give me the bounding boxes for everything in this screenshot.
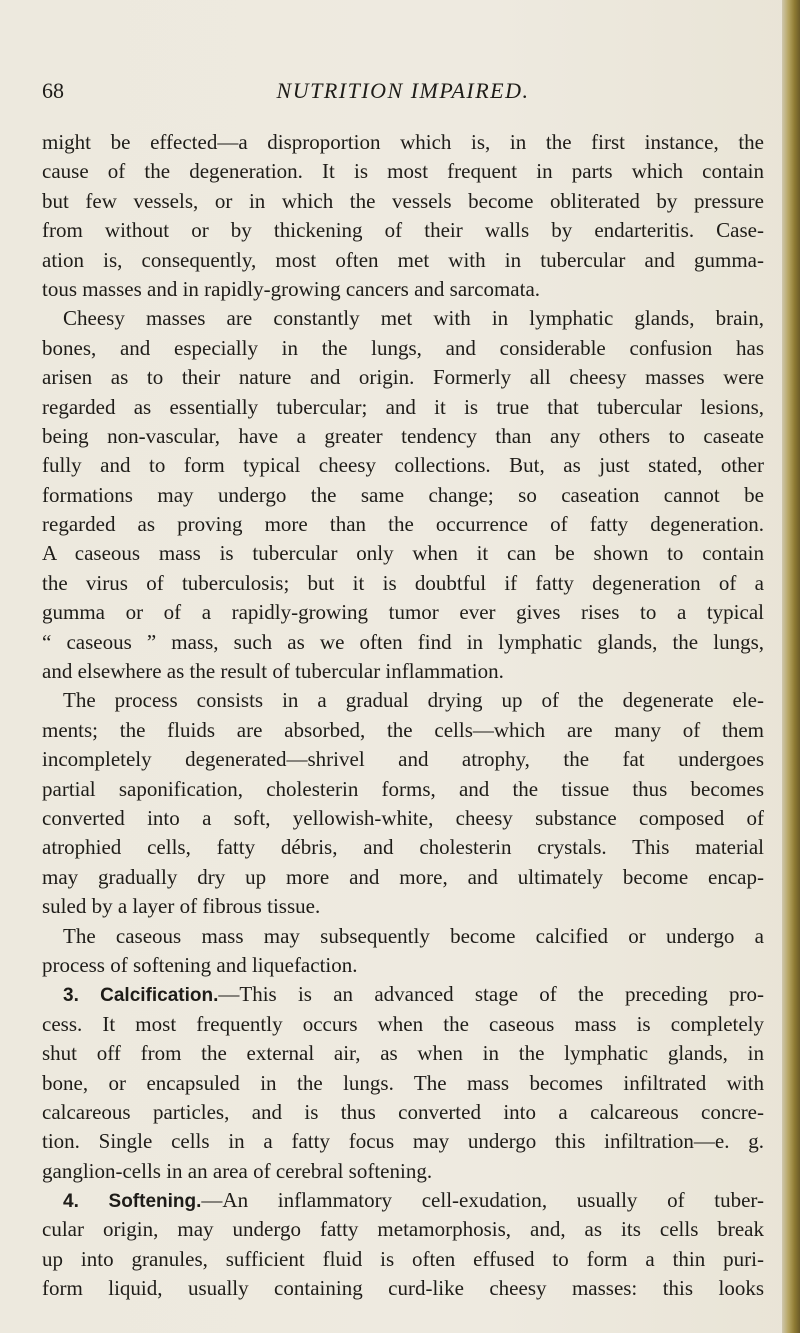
text-line: incompletely degenerated—shrivel and atrophy, the fat undergoes	[42, 747, 764, 772]
text-line: bone, or encapsuled in the lungs. The mass becomes infiltrated with	[42, 1070, 764, 1095]
text-line: cular origin, may undergo fatty metamorphosis, and, as its cells break	[42, 1217, 764, 1242]
text-line: shut off from the external air, as when in the lymphatic glands, in	[42, 1041, 764, 1066]
text-line: cause of the degeneration. It is most frequent in parts which contain	[42, 159, 764, 184]
text-line: ation is, consequently, most often met with in tubercular and gumma-	[42, 247, 764, 272]
text-line: from without or by thickening of their walls by endarteritis. Case-	[42, 218, 764, 243]
text-line: may gradually dry up more and more, and ultimately become encap-	[42, 864, 764, 889]
text-line: being non-vascular, have a greater tendency than any others to caseate	[42, 423, 764, 448]
text-line: suled by a layer of fibrous tissue.	[42, 894, 321, 919]
text-line: form liquid, usually containing curd-like cheesy masses: this looks	[42, 1276, 764, 1301]
text-line: The process consists in a gradual drying up of the degenerate ele-	[63, 688, 764, 713]
text-line: the virus of tuberculosis; but it is doubtful if fatty degeneration of a	[42, 570, 764, 595]
text-line: The caseous mass may subsequently become calcified or undergo a	[63, 923, 764, 948]
text-line: formations may undergo the same change; so caseation cannot be	[42, 482, 764, 507]
text-line: and elsewhere as the result of tubercular inflammation.	[42, 659, 504, 684]
text-line: fully and to form typical cheesy collections. But, as just stated, other	[42, 453, 764, 478]
text-line: regarded as proving more than the occurrence of fatty degeneration.	[42, 512, 764, 537]
section-text: Calcification.—This is an advanced stage of the preceding pro-	[100, 982, 764, 1007]
text-line: converted into a soft, yellowish-white, cheesy substance composed of	[42, 805, 764, 830]
text-line: gumma or of a rapidly-growing tumor ever gives rises to a typical	[42, 600, 764, 625]
text-line: Cheesy masses are constantly met with in lymphatic glands, brain,	[63, 306, 764, 331]
text-line: partial saponification, cholesterin forms, and the tissue thus becomes	[42, 776, 764, 801]
text-line: “ caseous ” mass, such as we often find in lymphatic glands, the lungs,	[42, 629, 764, 654]
text-line: regarded as essentially tubercular; and it is true that tubercular lesions,	[42, 394, 764, 419]
text-line: tous masses and in rapidly-growing cancers and sarcomata.	[42, 276, 541, 301]
section-number: 4.	[63, 1191, 79, 1213]
section-heading: Softening.	[108, 1191, 202, 1213]
section-heading: Calcification.	[100, 985, 219, 1007]
running-head: NUTRITION IMPAIRED.	[276, 78, 530, 103]
page-number: 68	[42, 78, 64, 103]
text-line: bones, and especially in the lungs, and considerable confusion has	[42, 335, 764, 360]
body-text	[42, 128, 764, 1304]
text-line: cess. It most frequently occurs when the caseous mass is completely	[42, 1011, 764, 1036]
text-line: atrophied cells, fatty débris, and cholesterin crystals. This material	[42, 835, 764, 860]
text-line: arisen as to their nature and origin. Formerly all cheesy masses were	[42, 365, 764, 390]
section-text: Softening.—An inflammatory cell-exudation, usually of tuber-	[108, 1188, 764, 1213]
section-calcification-line	[42, 980, 764, 1009]
text-line: but few vessels, or in which the vessels become obliterated by pressure	[42, 188, 764, 213]
page-header	[42, 78, 764, 108]
text-line: A caseous mass is tubercular only when it can be shown to contain	[42, 541, 764, 566]
section-number: 3.	[63, 985, 79, 1007]
text-line: ments; the fluids are absorbed, the cells—which are many of them	[42, 717, 764, 742]
text-line: tion. Single cells in a fatty focus may undergo this infiltration—e. g.	[42, 1129, 764, 1154]
page-edge	[782, 0, 800, 1333]
section-softening-line	[42, 1186, 764, 1215]
text-line: calcareous particles, and is thus converted into a calcareous concre-	[42, 1099, 764, 1124]
text-line: might be effected—a disproportion which is, in the first instance, the	[42, 130, 764, 154]
text-line: process of softening and liquefaction.	[42, 952, 358, 977]
text-line: ganglion-cells in an area of cerebral softening.	[42, 1158, 433, 1183]
text-line: up into granules, sufficient fluid is often effused to form a thin puri-	[42, 1246, 764, 1271]
